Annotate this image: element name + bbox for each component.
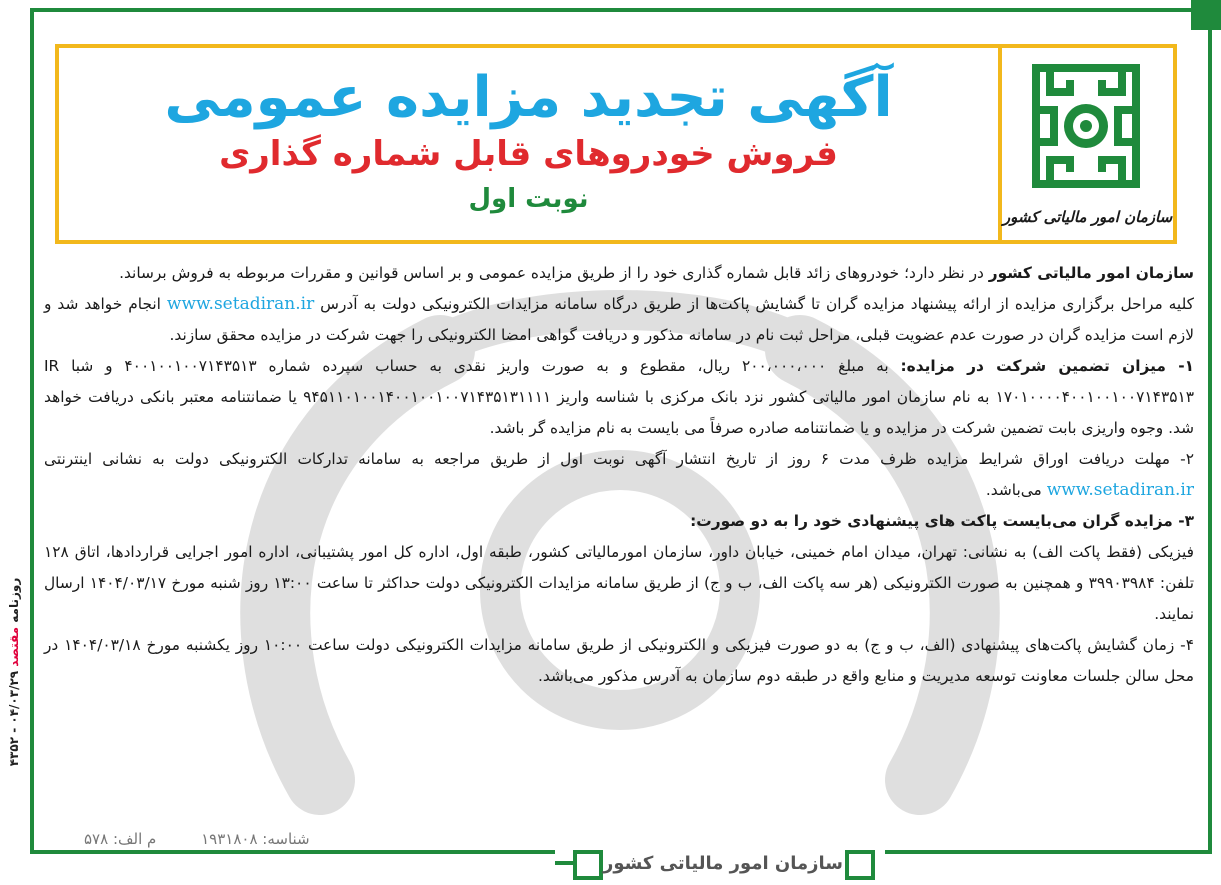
logo-box (998, 48, 1173, 240)
setadiran-link-2[interactable]: www.setadiran.ir (1046, 480, 1194, 500)
footer-square-right (845, 850, 875, 880)
item-3 (44, 506, 1194, 537)
item-4: ۴- زمان گشایش پاکت‌های پیشنهادی (الف، ب و ج) به دو صورت فیزیکی و الکترونیکی از طریق سامانه مزایدات الکترونیکی دولت ساعت ۱۰:۰۰ روز یکشنبه مورخ ۱۴۰۴/۰۳/۱۸ در محل سالن جلسات معاونت توسعه مدیریت و منابع واقع در طبقه دوم سازمان به آدرس مذکور می‌باشد. (44, 636, 1195, 685)
side-issue: ۰۴/۰۳/۲۹ - ۴۳۵۲ (7, 670, 21, 767)
id-label: شناسه: ۱۹۳۱۸۰۸ (201, 830, 310, 848)
footer-square-left (573, 850, 603, 880)
footer-line-left (555, 861, 575, 865)
logo-text: سازمان امور مالیاتی کشور (1002, 208, 1173, 226)
side-prefix: روزنامه (7, 577, 21, 623)
announcement-body (44, 258, 1194, 692)
header-box (55, 44, 1177, 244)
tax-organization-logo-icon (1030, 62, 1142, 190)
process-text-a: کلیه مراحل برگزاری مزایده از ارائه پیشنهاد مزایده گران تا گشایش پاکت‌ها از طریق درگاه سامانه مزایدات الکترونیکی دولت به آدرس (314, 295, 1194, 313)
item-1-text: به مبلغ ۲۰۰،۰۰۰،۰۰۰ ریال، مقطوع و به صورت واریز نقدی به حساب سپرده شماره ۴۰۰۱۰۰۱۰۰۷۱۴۳۵۱۳ و شبا IR ۱۷۰۱۰۰۰۰۴۰۰۱۰۰۱۰۰۷۱۴۳۵۱۳ به نام سازمان امور مالیاتی کشور نزد بانک مرکزی با شناسه واریز ۹۴۵۱۱۰۱۰۰۱۴۰۰۱۰۰۱۰۰۷۱۴۳۵۱۳۱۱۱۱ یا ضمانتنامه معتبر بانکی دریافت خواهد شد. وجوه واریزی بابت تضمین شرکت در مزایده و یا ضمانتنامه صادره صرفاً می بایست به نام مزایده گر باشد. (44, 357, 1195, 437)
footer-identifiers (44, 830, 310, 848)
footer-org-label: سازمان امور مالیاتی کشور (602, 853, 843, 874)
footer-org-badge (555, 847, 885, 885)
item-1-title: ۱- میزان تضمین شرکت در مزایده: (900, 357, 1195, 375)
process-paragraph (44, 289, 1194, 351)
setadiran-link-1[interactable]: www.setadiran.ir (166, 294, 315, 314)
intro-paragraph (44, 258, 1194, 289)
side-publication-text (7, 512, 21, 832)
side-brand: مقتصد (7, 626, 21, 667)
round-label: نوبت اول (468, 184, 589, 214)
item-2 (44, 444, 1194, 506)
code-label: م الف: ۵۷۸ (84, 830, 157, 848)
item-3-details: فیزیکی (فقط پاکت الف) به نشانی: تهران، میدان امام خمینی، خیابان داور، سازمان امورمالیاتی کشور، طبقه اول، اداره کل امور پشتیبانی، اداره امور اجرایی قراردادها، اتاق ۱۲۸ تلفن: ۳۹۹۰۳۹۸۴ و همچنین به صورت الکترونیکی (هر سه پاکت الف، ب و ج) از طریق سامانه مزایدات الکترونیکی دولت حداکثر تا ساعت ۱۳:۰۰ روز شنبه مورخ ۱۴۰۴/۰۳/۱۷ ارسال نمایند. (44, 543, 1194, 623)
intro-text: در نظر دارد؛ خودروهای زائد قابل شماره گذاری خود را از طریق مزایده عمومی و بر اساس قوانین و مقررات مربوطه به فروش برساند. (119, 264, 989, 282)
page-subtitle: فروش خودروهای قابل شماره گذاری (219, 134, 838, 174)
title-area (59, 48, 998, 240)
intro-org: سازمان امور مالیاتی کشور (988, 264, 1194, 282)
process-text-b: انجام خواهد شد و لازم است مزایده گران در صورت عدم عضویت قبلی، مراحل ثبت نام در سامانه مذکور و دریافت گواهی امضا الکترونیکی را جهت شرکت در مزایده محقق سازند. (44, 295, 1194, 344)
item-2-text: ۲- مهلت دریافت اوراق شرایط مزایده ظرف مدت ۶ روز از تاریخ انتشار آگهی نوبت اول از طریق مراجعه به سامانه تدارکات الکترونیکی دولت به نشانی اینترنتی (44, 450, 1195, 468)
item-3-title: ۳- مزایده گران می‌بایست پاکت های پیشنهادی خود را به دو صورت: (690, 512, 1194, 530)
item-2-end: می‌باشد. (985, 481, 1047, 499)
side-publication-strip (0, 520, 24, 840)
item-1 (44, 351, 1194, 444)
corner-square (1191, 0, 1221, 30)
page-title: آگهی تجدید مزایده عمومی (164, 65, 893, 130)
